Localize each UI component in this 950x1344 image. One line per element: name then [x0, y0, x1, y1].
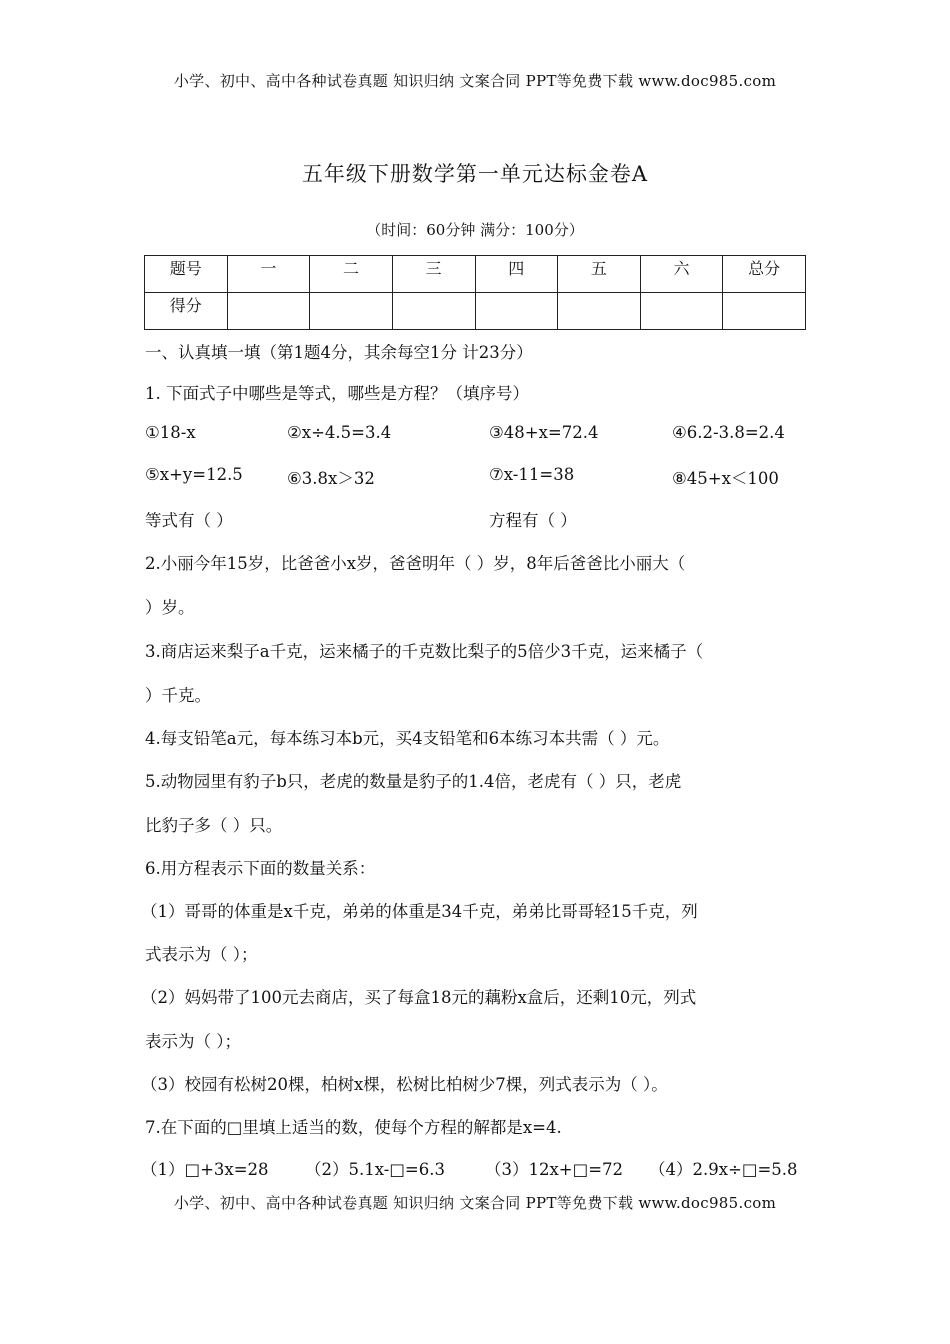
score-cell[interactable]	[392, 293, 475, 330]
score-header-cell: 总分	[723, 256, 806, 293]
score-table	[144, 255, 806, 330]
question-7-stem: 7.在下面的□里填上适当的数，使每个方程的解都是x=4.	[145, 1118, 562, 1137]
score-cell[interactable]	[227, 293, 310, 330]
q1-equations-answer: 等式有（ ）	[145, 511, 233, 530]
question-2-cont: ）岁。	[145, 598, 195, 617]
score-header-cell: 六	[640, 256, 723, 293]
q7-item: （1）□+3x=28	[141, 1160, 269, 1179]
score-table-header-row	[145, 256, 806, 293]
question-6-part: （3）校园有松树20棵，柏树x棵，松树比柏树少7棵，列式表示为（ ）。	[141, 1075, 668, 1094]
q1-option: ①18-x	[145, 423, 196, 442]
q1-option: ⑥3.8x＞32	[287, 469, 375, 488]
score-header-cell: 四	[475, 256, 558, 293]
question-3: 3.商店运来梨子a千克，运来橘子的千克数比梨子的5倍少3千克，运来橘子（	[145, 642, 704, 661]
question-5-cont: 比豹子多（ ）只。	[145, 816, 283, 835]
score-cell[interactable]	[475, 293, 558, 330]
question-3-cont: ）千克。	[145, 686, 211, 705]
exam-info: （时间：60分钟 满分：100分）	[366, 221, 584, 239]
q1-option: ⑧45+x＜100	[672, 469, 779, 488]
score-header-cell: 一	[227, 256, 310, 293]
question-6-stem: 6.用方程表示下面的数量关系：	[145, 859, 376, 878]
q1-option: ⑦x-11=38	[489, 465, 575, 484]
score-cell[interactable]	[723, 293, 806, 330]
score-header-cell: 三	[392, 256, 475, 293]
q1-option: ④6.2-3.8=2.4	[672, 423, 785, 442]
score-cell[interactable]	[640, 293, 723, 330]
score-cell[interactable]	[558, 293, 641, 330]
question-4: 4.每支铅笔a元，每本练习本b元，买4支铅笔和6本练习本共需（ ）元。	[145, 729, 670, 748]
q1-option: ⑤x+y=12.5	[145, 465, 243, 484]
score-cell[interactable]	[310, 293, 393, 330]
question-1-stem: 1. 下面式子中哪些是等式，哪些是方程？（填序号）	[145, 384, 529, 403]
header-banner: 小学、初中、高中各种试卷真题 知识归纳 文案合同 PPT等免费下载 www.doc985.com	[173, 72, 777, 90]
q7-item: （4）2.9x÷□=5.8	[649, 1160, 798, 1179]
q1-option: ②x÷4.5=3.4	[287, 423, 392, 442]
q7-item: （2）5.1x-□=6.3	[305, 1160, 445, 1179]
footer-banner: 小学、初中、高中各种试卷真题 知识归纳 文案合同 PPT等免费下载 www.doc985.com	[173, 1194, 777, 1212]
score-header-cell: 题号	[145, 256, 228, 293]
score-row-label: 得分	[145, 293, 228, 330]
question-6-part: 表示为（ ）；	[145, 1032, 241, 1051]
section-heading: 一、认真填一填（第1题4分，其余每空1分 计23分）	[145, 343, 533, 362]
score-table-score-row	[145, 293, 806, 330]
score-header-cell: 五	[558, 256, 641, 293]
question-6-part: 式表示为（ ）；	[145, 945, 258, 964]
q1-option: ③48+x=72.4	[489, 423, 599, 442]
q1-formulas-answer: 方程有（ ）	[489, 511, 577, 530]
q7-item: （3）12x+□=72	[485, 1160, 624, 1179]
score-header-cell: 二	[310, 256, 393, 293]
page-title: 五年级下册数学第一单元达标金卷A	[301, 162, 649, 186]
question-6-part: （1）哥哥的体重是x千克，弟弟的体重是34千克，弟弟比哥哥轻15千克，列	[141, 902, 698, 921]
question-5: 5.动物园里有豹子b只，老虎的数量是豹子的1.4倍，老虎有（ ）只，老虎	[145, 772, 682, 791]
question-2: 2.小丽今年15岁，比爸爸小x岁，爸爸明年（ ）岁，8年后爸爸比小丽大（	[145, 554, 686, 573]
question-6-part: （2）妈妈带了100元去商店，买了每盒18元的藕粉x盒后，还剩10元，列式	[141, 988, 697, 1007]
